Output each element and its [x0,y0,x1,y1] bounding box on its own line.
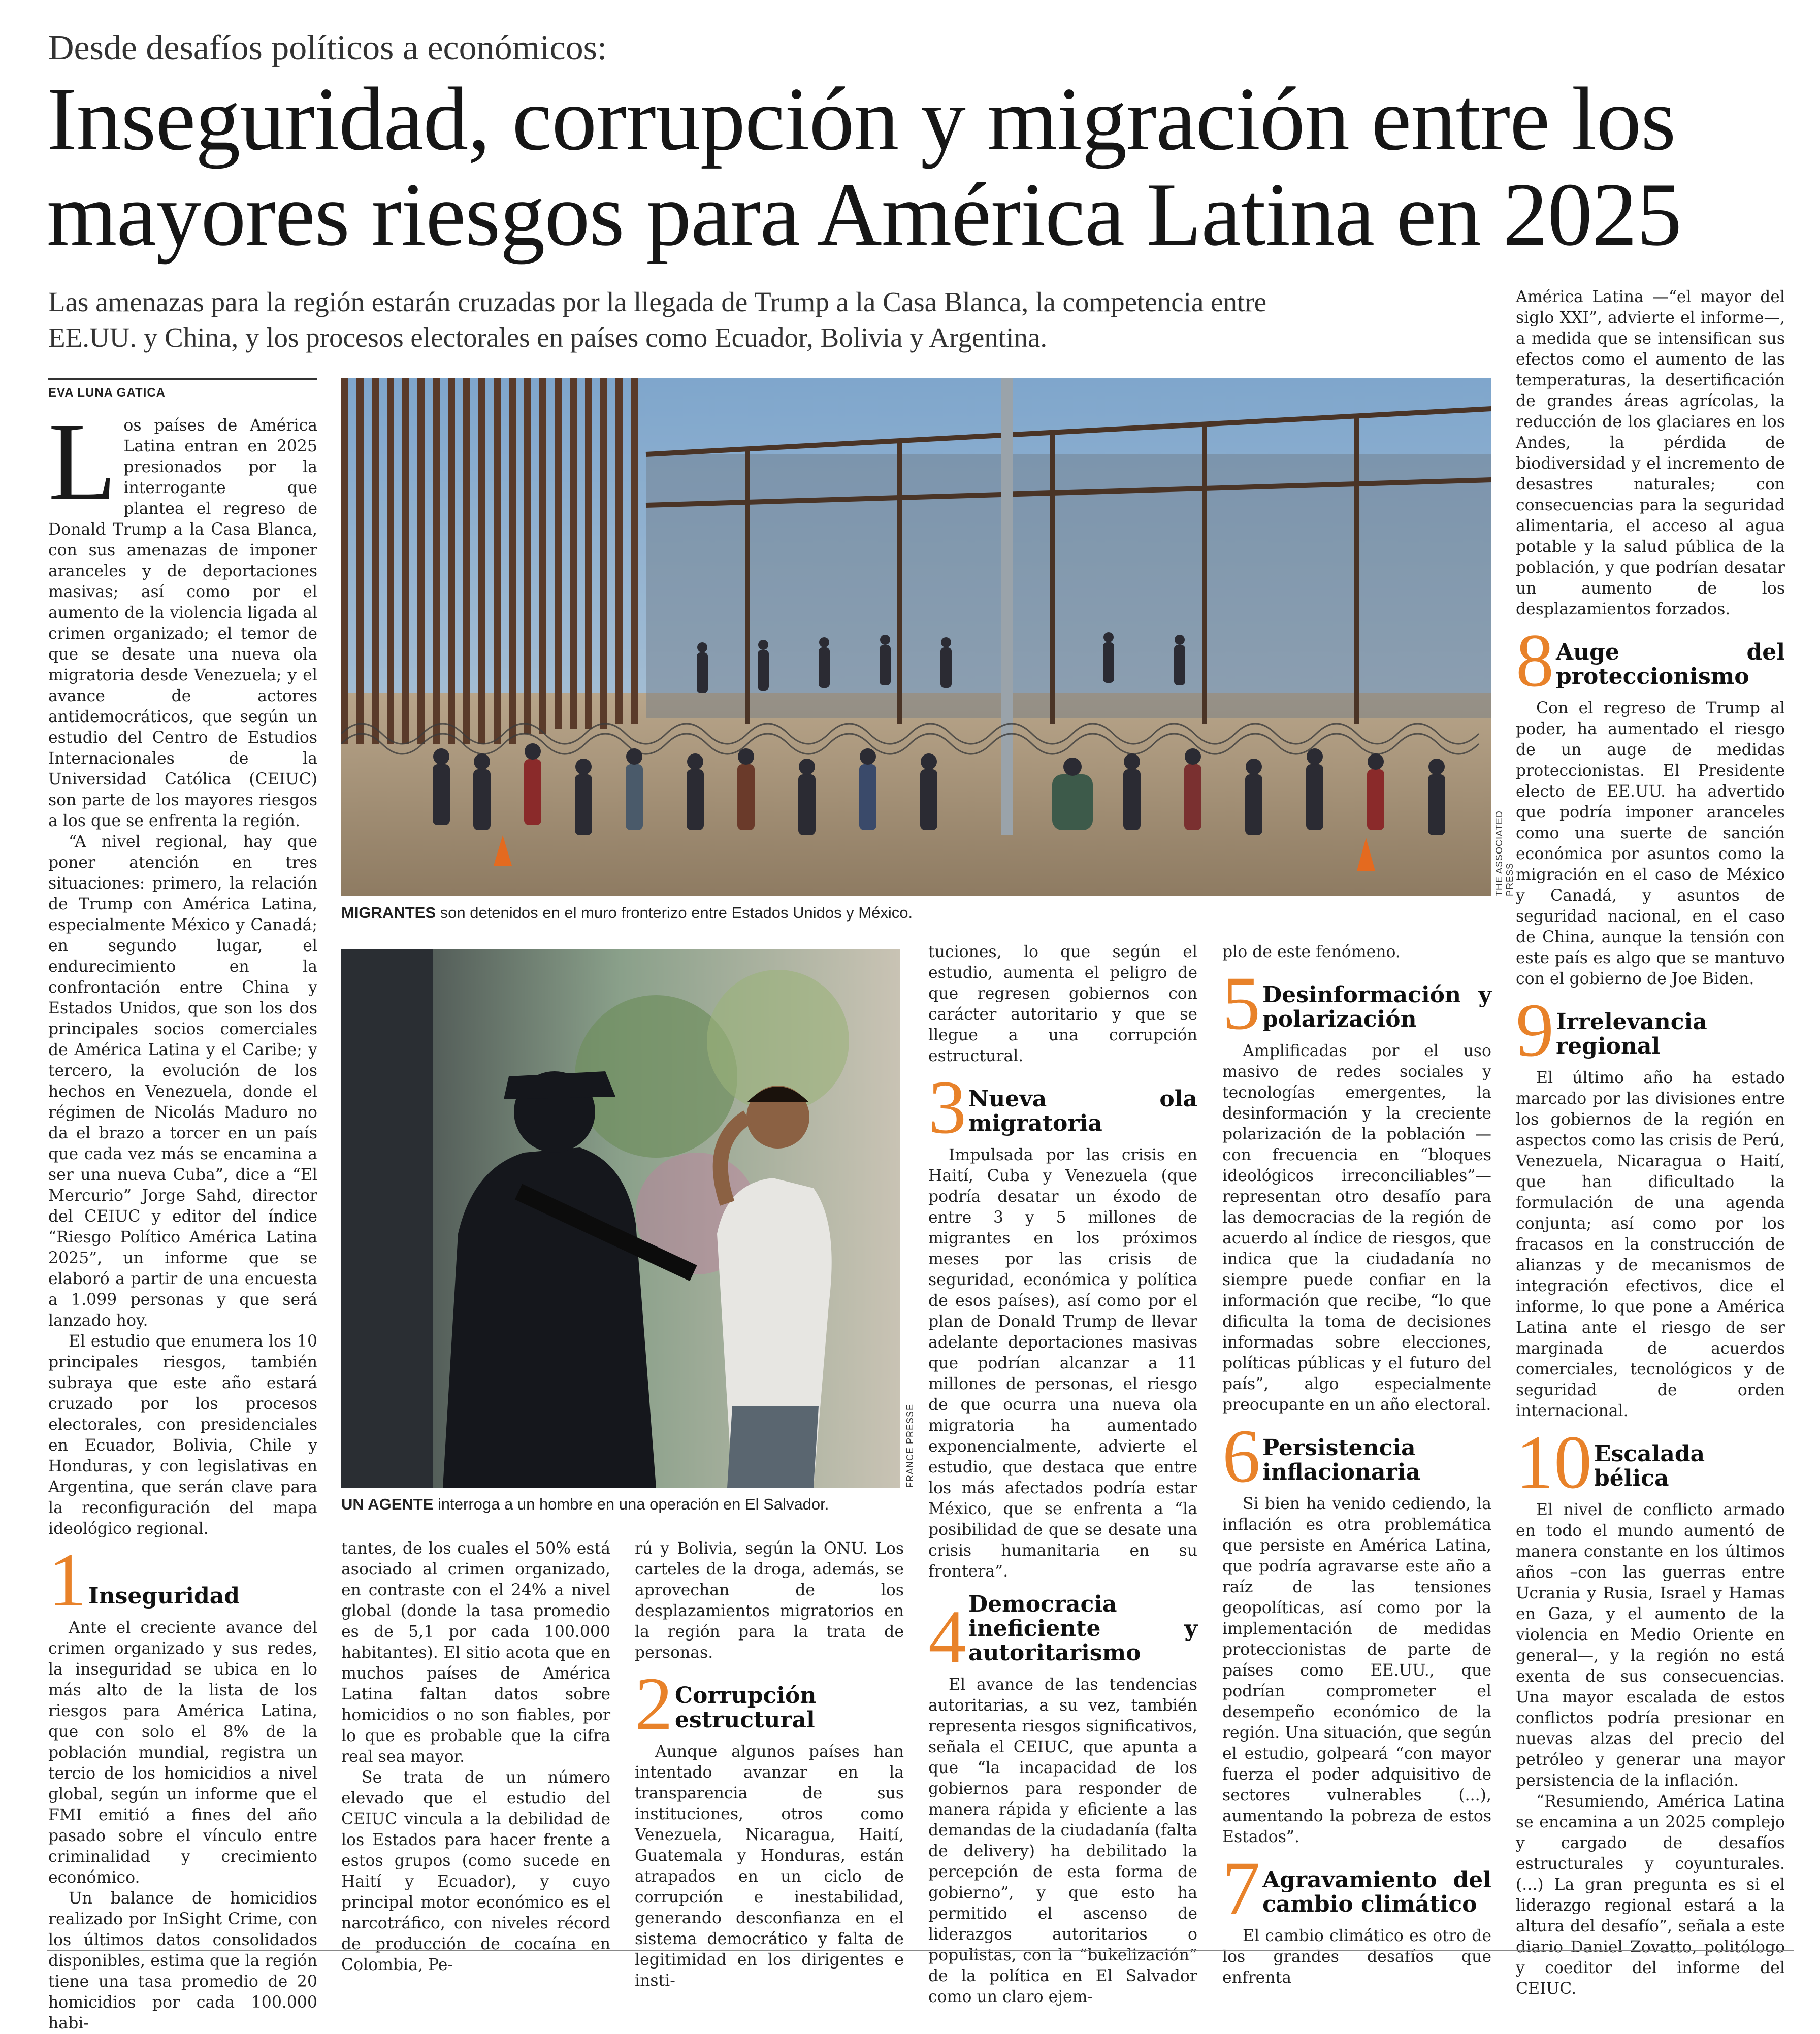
s1-paragraph-2: Un balance de homicidios realizado por InSight Crime, con los últimos datos consolidados disponibles, estima que la región tiene una tasa promedio de 20 homicidios por cada 100.000 habi- [48,1889,317,2032]
column-2 [341,1538,610,1974]
section-8-number: 8 [1516,618,1554,703]
s1-paragraph-1: Ante el creciente avance del crimen organizado y sus redes, la inseguridad se ubica en lo más alto de la lista de los riesgos para América Latina, que con solo el 8% de la población mundial, registra un tercio de los homicidios a nivel global, según un informe que el FMI emitió a fines del año pasado sobre el vínculo entre criminalidad y crecimiento económico. [48,1619,317,1887]
section-6-heading [1222,1414,1491,1498]
section-3-heading [928,1065,1197,1150]
column-1 [48,400,317,2032]
s9-paragraph-1: El último año ha estado marcado por las divisiones entre los gobiernos de la región en aspectos como las crisis de Perú, Venezuela, Nicaragua o Haití, que han dificultado la formulación de una agenda conjunta; así como por los fracasos en la construcción de alianzas y de mecanismos de integración efectivos, dice el informe, lo que pone a América Latina ante el riesgo de ser marginada de acuerdos comerciales, tecnológicos y de seguridad de orden internacional. [1516,1069,1785,1420]
s4-paragraph-1: El avance de las tendencias autoritarias, a su vez, también representa riesgos significativos, señala el CEIUC, que apunta a que “la incapacidad de los gobiernos para responder de manera rápida y eficiente a las demandas de la ciudadanía (falta de delivery) ha debilitado la percepción de esta forma de gobierno”, y que esto ha permitido el ascenso de liderazgos autoritarios o populistas, con la “bukelización” de la política en El Salvador como un claro ejem- [928,1676,1197,2006]
deck [48,284,1521,355]
deck-line-2: EE.UU. y China, y los procesos electorales en países como Ecuador, Bolivia y Argentina. [48,322,1048,353]
s1-paragraph-4: Se trata de un número elevado que el estudio del CEIUC vincula a la debilidad de los Estados para hacer frente a estos grupos (como sucede en Haití y Ecuador), y cuyo principal motor económico es el narcotráfico, con niveles récord de producción de cocaína en Colombia, Pe- [341,1768,610,1974]
s10-paragraph-1: El nivel de conflicto armado en todo el mundo aumentó de manera constante en los últimos años –con las guerras entre Ucrania y Rusia, Israel y Hamas en Gaza, y el aumento de la violencia en Medio Oriente en general—, y la región no está exenta de sus consecuencias. Una mayor escalada de estos conflictos podría presionar en nuevas alzas del precio del petróleo y generar una mayor persistencia de la inflación. [1516,1501,1785,1790]
photo2-caption-lead: UN AGENTE [341,1495,434,1513]
section-1-title: Inseguridad [88,1583,240,1609]
s7-paragraph-1: El cambio climático es otro de los grandes desafíos que enfrenta [1222,1927,1491,1987]
section-6-title: Persistencia inflacionaria [1262,1435,1420,1485]
section-4-title: Democracia ineficiente y autoritarismo [968,1591,1197,1666]
column-5 [1222,942,1491,1987]
photo1-credit: THE ASSOCIATED PRESS [1494,810,1515,896]
photo2-credit: FRANCE PRESSE [905,1403,915,1488]
section-7-title: Agravamiento del cambio climático [1262,1867,1491,1917]
kicker: Desde desafíos políticos a económicos: [48,28,607,68]
section-4-number: 4 [928,1595,966,1679]
migrants-border-photo [341,378,1491,896]
section-9-title: Irrelevancia regional [1556,1009,1707,1059]
section-5-number: 5 [1222,961,1260,1045]
section-2-title: Corrupción estructural [675,1683,817,1733]
s1-paragraph-5: rú y Bolivia, según la ONU. Los carteles de la droga, además, se aprovechan de los desplazamientos migratorios en la región para la trata de personas. [635,1539,904,1662]
photo1-caption-lead: MIGRANTES [341,904,436,922]
byline: EVA LUNA GATICA [48,378,317,400]
headline [47,69,1783,265]
bottom-rule [47,1950,1794,1951]
column-6 [1516,287,1785,1998]
dropcap: L [48,400,117,523]
section-9-number: 9 [1516,988,1554,1072]
section-2-number: 2 [635,1662,673,1746]
agent-image [341,949,900,1488]
section-5-title: Desinformación y polarización [1262,982,1491,1032]
intro-paragraph-2: “A nivel regional, hay que poner atención en tres situaciones: primero, la relación de Trump con América Latina, especialmente México y Canadá; en segundo lugar, el endurecimiento en la confrontación entre China y Estados Unidos, que son los dos principales socios comerciales de América Latina y el Caribe; y tercero, la evolución de los hechos en Venezuela, donde el régimen de Nicolás Maduro no da el brazo a torcer en un país que cada vez más se encamina a ser una nueva Cuba”, dice a “El Mercurio” Jorge Sahd, director del CEIUC y editor del índice “Riesgo Político América Latina 2025”, un informe que se elaboró a partir de una encuesta a 1.099 personas y que será lanzado hoy. [48,833,317,1330]
column-3 [635,1538,904,1990]
section-10-number: 10 [1516,1420,1592,1504]
s1-paragraph-3: tantes, de los cuales el 50% está asociado al crimen organizado, en contraste con el 24% a nivel global (donde la tasa promedio es de 5,1 por cada 100.000 habitantes). El sitio acota que en muchos países de América Latina faltan datos sobre homicidios o no son fiables, por lo que es probable que la cifra real sea mayor. [341,1539,610,1766]
column-4 [928,942,1197,2006]
migrants-border-image [341,378,1491,896]
photo2-caption [341,1495,900,1514]
section-7-heading [1222,1846,1491,1930]
section-2-heading [635,1662,904,1746]
section-3-title: Nueva ola migratoria [968,1086,1197,1136]
photo1-caption [341,904,1491,922]
section-5-heading [1222,961,1491,1045]
section-3-number: 3 [928,1065,966,1150]
section-8-heading [1516,618,1785,703]
s6-paragraph-1: Si bien ha venido cediendo, la inflación es otra problemática que persiste en América Latina, que podría agravarse este año a raíz de las tensiones geopolíticas, así como por la implementación de medidas proteccionistas de parte de países como EE.UU., que podrían comprometer el desempeño económico de la región. Una situación, que según el estudio, golpeará “con mayor fuerza el poder adquisitivo de sectores vulnerables (...), aumentando la pobreza de estos Estados”. [1222,1495,1491,1846]
s10-paragraph-2: “Resumiendo, América Latina se encamina a un 2025 complejo y cargado de desafíos estructurales y coyunturales. (...) La gran pregunta es si el liderazgo regional estará a la altura del desafío”, señala a este diario Daniel Zovatto, politólogo y coeditor del informe del CEIUC. [1516,1792,1785,1998]
section-4-heading [928,1591,1197,1679]
intro-paragraph-1 [48,400,317,832]
section-1-heading [48,1538,317,1622]
section-9-heading [1516,988,1785,1072]
s8-paragraph-1: Con el regreso de Trump al poder, ha aumentado el riesgo de un auge de medidas proteccionistas. El Presidente electo de EE.UU. ha advertido que podría imponer aranceles como una suerte de sanción económica por asuntos como la migración en el caso de México y Canadá, y asuntos de seguridad nacional, en el caso de China, aunque la tensión con este país es algo que se mantuvo con el gobierno de Joe Biden. [1516,699,1785,988]
s7-paragraph-2: América Latina —“el mayor del siglo XXI”, advierte el informe—, a medida que se intensifican sus efectos como el aumento de las temperaturas, la desertificación de grandes áreas agrícolas, la reducción de los glaciares en los Andes, la pérdida de biodiversidad y el incremento de desastres naturales; con consecuencias para la seguridad alimentaria, el acceso al agua potable y la salud pública de la población, y que podrían desatar un aumento de los desplazamientos forzados. [1516,288,1785,618]
el-salvador-agent-photo [341,949,900,1488]
s3-paragraph-1: Impulsada por las crisis en Haití, Cuba y Venezuela (que podría desatar un éxodo de entre 3 y 5 millones de migrantes en los próximos meses por las crisis de seguridad, económica y política de esos países), así como por el plan de Donald Trump de llevar adelante deportaciones masivas que podrían alcanzar a 11 millones de personas, el riesgo de que ocurra una nueva ola migratoria ha aumentado exponencialmente, advierte el estudio, que destaca que entre los más afectados podría estar México, que se enfrenta a “la posibilidad de que se desate una crisis humanitaria en su frontera”. [928,1146,1197,1581]
section-8-title: Auge del proteccionismo [1556,639,1785,690]
headline-line-1: Inseguridad, corrupción y migración entre los [47,69,1676,169]
s4-paragraph-2: plo de este fenómeno. [1222,943,1401,961]
intro-paragraph-3: El estudio que enumera los 10 principales riesgos, también subraya que este año estará cruzado por los procesos electorales, con presidenciales en Ecuador, Bolivia, Chile y Honduras, y con legislativas en Argentina, que serán clave para la reconfiguración del mapa ideológico regional. [48,1332,317,1538]
photo2-caption-text: interroga a un hombre en una operación en El Salvador. [433,1495,829,1513]
deck-line-1: Las amenazas para la región estarán cruzadas por la llegada de Trump a la Casa Blanca, la competencia entre [48,286,1267,317]
section-10-title: Escalada bélica [1594,1441,1705,1491]
section-10-heading [1516,1420,1785,1504]
s2-paragraph-1: Aunque algunos países han intentado avanzar en la transparencia de sus instituciones, otros como Venezuela, Nicaragua, Haití, Guatemala y Honduras, están atrapados en un ciclo de corrupción e inestabilidad, generando desconfianza en el sistema democrático y falta de legitimidad en los dirigentes e insti- [635,1743,904,1990]
s2-paragraph-2: tuciones, lo que según el estudio, aumenta el peligro de que regresen gobiernos con carácter autoritario y que se llegue a una corrupción estructural. [928,943,1197,1065]
photo1-caption-text: son detenidos en el muro fronterizo entre Estados Unidos y México. [436,904,913,922]
section-6-number: 6 [1222,1414,1260,1498]
headline-line-2: mayores riesgos para América Latina en 2025 [47,164,1682,265]
s5-paragraph-1: Amplificadas por el uso masivo de redes sociales y tecnologías emergentes, la desinformación y la creciente polarización de la población —con frecuencia en “bloques ideológicos irreconciliables”— representan otro desafío para las democracias de la región de acuerdo al índice de riesgos, que indica que la ciudadanía no siempre puede confiar en la información que recibe, “lo que dificulta la toma de decisiones informadas sobre elecciones, políticas públicas y el futuro del país”, algo especialmente preocupante en un año electoral. [1222,1042,1491,1414]
section-7-number: 7 [1222,1846,1260,1930]
intro-text-1: os países de América Latina entran en 2025 presionados por la interrogante que plantea el regreso de Donald Trump a la Casa Blanca, con sus amenazas de imponer aranceles y de deportaciones masivas; así como por el aumento de la violencia ligada al crimen organizado; el temor de que se desate una nueva ola migratoria desde Venezuela; y el avance de actores antidemocráticos, que según un estudio del Centro de Estudios Internacionales de la Universidad Católica (CEIUC) son parte de los mayores riesgos a los que se enfrenta la región. [48,416,317,830]
section-1-number: 1 [48,1538,86,1622]
